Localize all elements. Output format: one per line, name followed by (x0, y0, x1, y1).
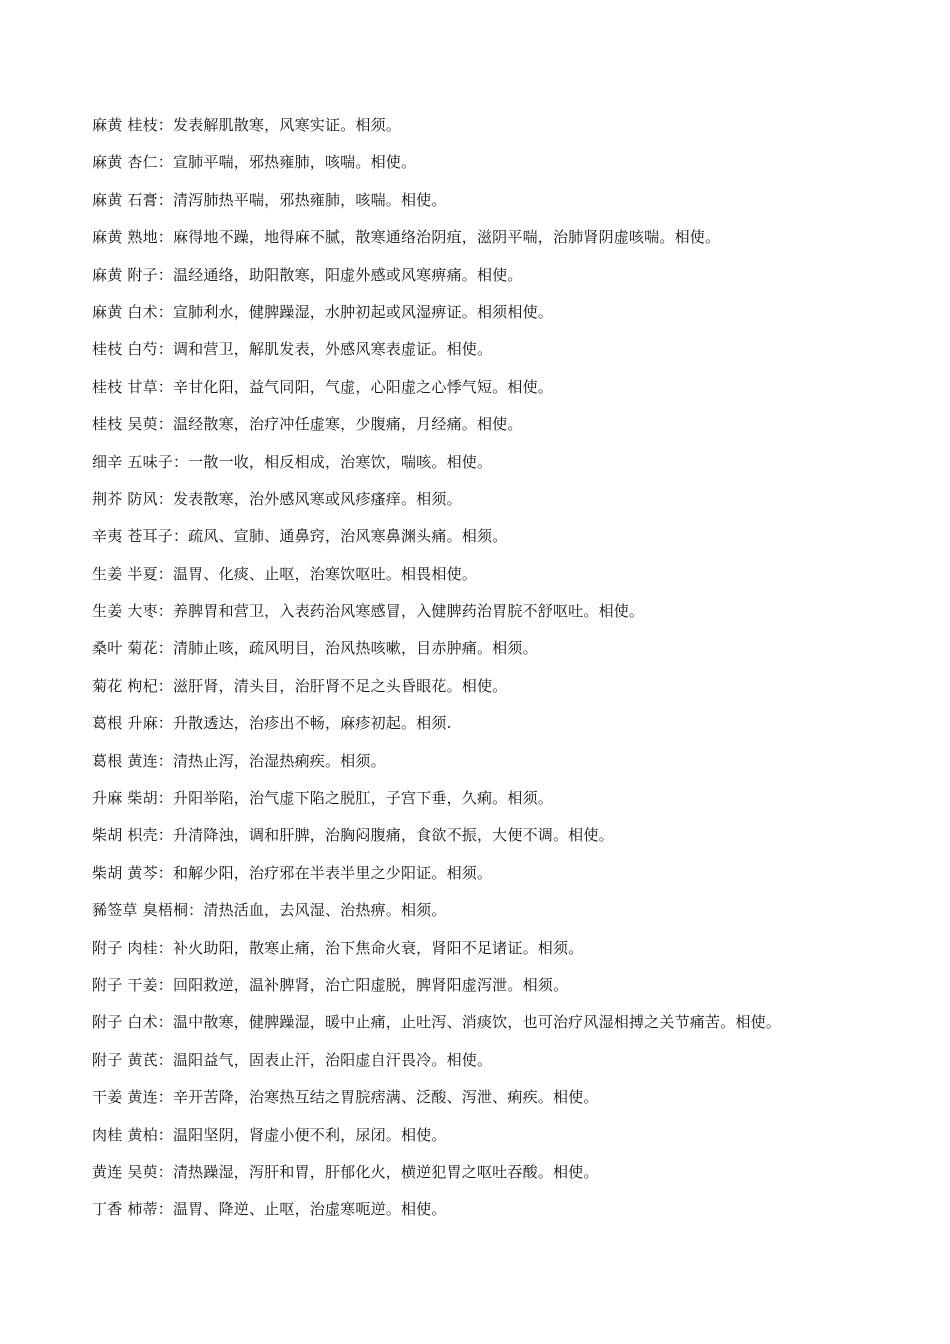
list-item: 桂枝 甘草：辛甘化阳，益气同阳，气虚，心阳虚之心悸气短。相使。 (92, 377, 553, 396)
list-item: 麻黄 附子：温经通络，助阳散寒，阳虚外感或风寒痹痛。相使。 (92, 265, 523, 284)
list-item: 丁香 柿蒂：温胃、降逆、止呕，治虚寒呃逆。相使。 (92, 1200, 447, 1219)
list-item: 麻黄 熟地：麻得地不躁，地得麻不腻，散寒通络治阴疽，滋阴平喘，治肺肾阴虚咳喘。相使。 (92, 228, 721, 247)
list-item: 荆芥 防风：发表散寒，治外感风寒或风疹瘙痒。相须。 (92, 489, 462, 508)
list-item: 黄连 吴萸：清热躁湿，泻肝和胃，肝郁化火，横逆犯胃之呕吐吞酸。相使。 (92, 1162, 599, 1181)
list-item: 柴胡 枳壳：升清降浊，调和肝脾，治胸闷腹痛，食欲不振，大便不调。相使。 (92, 826, 614, 845)
list-item: 附子 白术：温中散寒，健脾躁湿，暖中止痛，止吐泻、消痰饮，也可治疗风湿相搏之关节痛苦。相使。 (92, 1013, 781, 1032)
list-item: 辛夷 苍耳子：疏风、宣肺、通鼻窍，治风寒鼻渊头痛。相须。 (92, 527, 508, 546)
list-item: 葛根 升麻：升散透达，治疹出不畅，麻疹初起。相须. (92, 714, 452, 733)
list-item: 菊花 枸杞：滋肝肾，清头目，治肝肾不足之头昏眼花。相使。 (92, 676, 508, 695)
list-item: 肉桂 黄柏：温阳坚阴，肾虚小便不利，尿闭。相使。 (92, 1125, 447, 1144)
list-item: 桂枝 吴萸：温经散寒，治疗冲任虚寒，少腹痛，月经痛。相使。 (92, 415, 523, 434)
list-item: 麻黄 桂枝：发表解肌散寒，风寒实证。相须。 (92, 116, 401, 134)
list-item: 麻黄 杏仁：宣肺平喘，邪热雍肺，咳喘。相使。 (92, 153, 417, 172)
list-item: 麻黄 白术：宣肺利水，健脾躁湿，水肿初起或风湿痹证。相须相使。 (92, 302, 553, 321)
list-item: 柴胡 黄芩：和解少阳，治疗邪在半表半里之少阳证。相须。 (92, 863, 493, 882)
list-item: 麻黄 石膏：清泻肺热平喘，邪热雍肺，咳喘。相使。 (92, 190, 447, 209)
list-item: 细辛 五味子：一散一收，相反相成，治寒饮，喘咳。相使。 (92, 452, 493, 471)
list-item: 豨签草 臭梧桐：清热活血，去风湿、治热痹。相须。 (92, 901, 447, 920)
list-item: 桂枝 白芍：调和营卫，解肌发表，外感风寒表虚证。相使。 (92, 340, 493, 359)
list-item: 升麻 柴胡：升阳举陷，治气虚下陷之脱肛，子宫下垂，久痢。相须。 (92, 789, 553, 808)
list-item: 干姜 黄连：辛开苦降，治寒热互结之胃脘痞满、泛酸、泻泄、痢疾。相使。 (92, 1088, 599, 1107)
list-item: 葛根 黄连：清热止泻，治湿热痢疾。相须。 (92, 751, 386, 770)
herb-pair-list (92, 113, 781, 1235)
list-item: 生姜 半夏：温胃、化痰、止呕，治寒饮呕吐。相畏相使。 (92, 564, 477, 583)
list-item: 附子 肉桂：补火助阳，散寒止痛，治下焦命火衰，肾阳不足诸证。相须。 (92, 938, 584, 957)
list-item: 桑叶 菊花：清肺止咳，疏风明目，治风热咳嗽，目赤肿痛。相须。 (92, 639, 538, 658)
list-item: 生姜 大枣：养脾胃和营卫，入表药治风寒感冒，入健脾药治胃脘不舒呕吐。相使。 (92, 602, 645, 621)
list-item: 附子 干姜：回阳救逆，温补脾肾，治亡阳虚脱，脾肾阳虚泻泄。相须。 (92, 975, 569, 994)
list-item: 附子 黄芪：温阳益气，固表止汗，治阳虚自汗畏冷。相使。 (92, 1050, 493, 1069)
